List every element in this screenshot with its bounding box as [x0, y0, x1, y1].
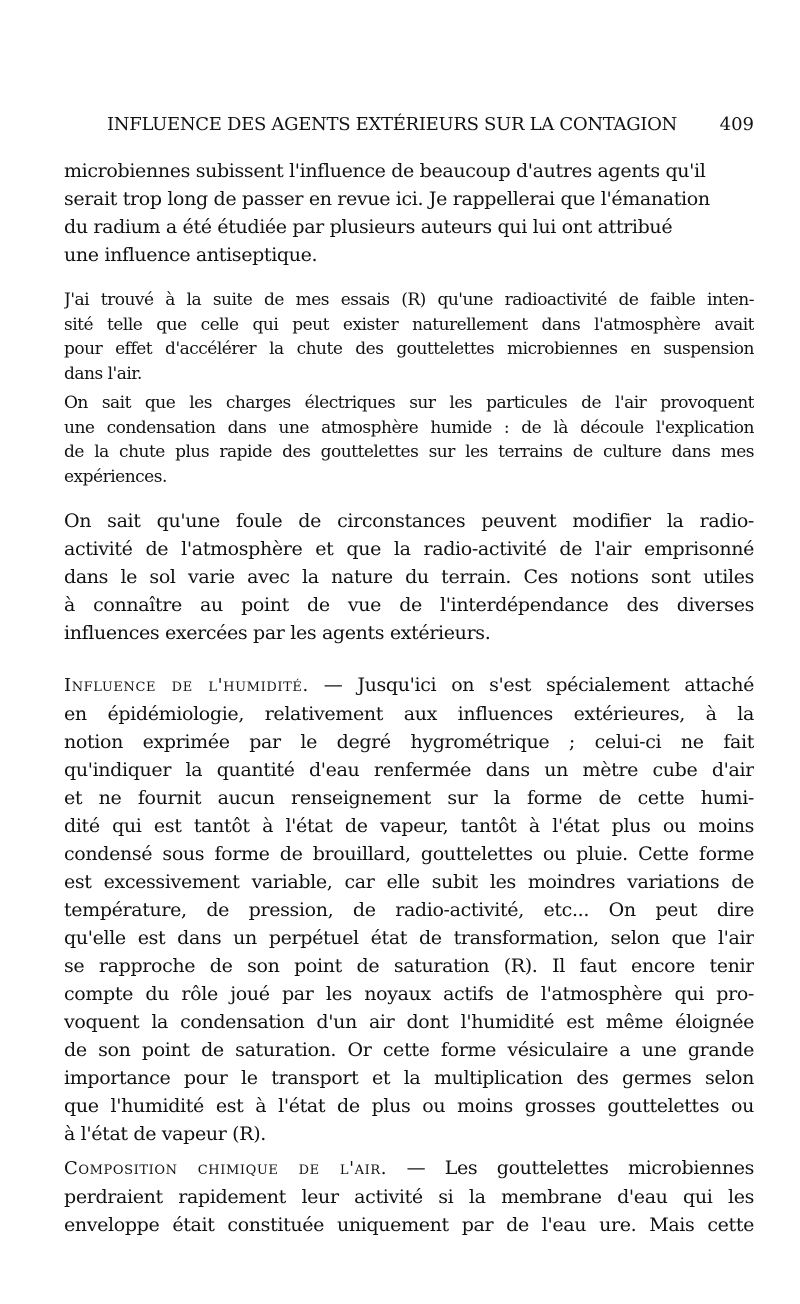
paragraph-3 [64, 391, 754, 489]
page-number: 409 [719, 114, 754, 135]
text-line: enveloppe était constituée uniquement par de l'eau ure. Mais cette [64, 1214, 754, 1236]
text-line: sité telle que celle qui peut exister naturellement dans l'atmosphère avait [64, 314, 754, 335]
running-title: INFLUENCE DES AGENTS EXTÉRIEURS SUR LA CONTAGION [107, 114, 677, 135]
section-heading: Composition chimique de l'air. [64, 1158, 388, 1179]
text-line: à connaître au point de vue de l'interdépendance des diverses [64, 594, 754, 616]
section-humidity [64, 671, 754, 1148]
text-line: se rapproche de son point de saturation (R). Il faut encore tenir [64, 955, 754, 977]
text-line: qu'elle est dans un perpétuel état de transformation, selon que l'air [64, 927, 754, 949]
text-line: notion exprimée par le degré hygrométrique ; celui-ci ne fait [64, 731, 754, 753]
text-line: en épidémiologie, relativement aux influences extérieures, à la [64, 703, 754, 725]
text-line [64, 1154, 754, 1183]
text-line: qu'indiquer la quantité d'eau renfermée dans un mètre cube d'air [64, 759, 754, 781]
text-line: pour effet d'accélérer la chute des gouttelettes microbiennes en suspension [64, 339, 754, 359]
text-line: une influence antiseptique. [64, 244, 318, 266]
section-air-composition [64, 1154, 754, 1239]
text-line: condensé sous forme de brouillard, gouttelettes ou pluie. Cette forme [64, 843, 754, 865]
text-line: à l'état de vapeur (R). [64, 1123, 266, 1145]
text-line: dans le sol varie avec la nature du terrain. Ces notions sont utiles [64, 566, 754, 588]
text-span: — Jusqu'ici on s'est spécialement attaché [308, 674, 754, 696]
text-line: perdraient rapidement leur activité si la membrane d'eau qui les [64, 1186, 754, 1208]
text-line: dité qui est tantôt à l'état de vapeur, tantôt à l'état plus ou moins [64, 815, 754, 837]
text-line: influences exercées par les agents extérieurs. [64, 622, 491, 644]
text-line: serait trop long de passer en revue ici. Je rappellerai que l'émanation [64, 188, 710, 210]
paragraph-2 [64, 288, 754, 386]
paragraph-1 [64, 157, 754, 269]
text-line [64, 671, 754, 700]
section-heading: Influence de l'humidité. [64, 675, 309, 696]
running-header [107, 114, 754, 140]
text-line: que l'humidité est à l'état de plus ou moins grosses gouttelettes ou [64, 1095, 754, 1117]
text-line: importance pour le transport et la multiplication des germes selon [64, 1067, 754, 1089]
text-line: dans l'air. [64, 363, 142, 384]
text-line: une condensation dans une atmosphère humide : de là découle l'explication [64, 417, 754, 438]
text-line: du radium a été étudiée par plusieurs auteurs qui lui ont attribué [64, 216, 673, 238]
text-line: est excessivement variable, car elle subit les moindres variations de [64, 871, 754, 893]
text-line: et ne fournit aucun renseignement sur la forme de cette humi- [64, 787, 754, 809]
text-line: compte du rôle joué par les noyaux actifs de l'atmosphère qui pro- [64, 983, 754, 1005]
text-line: de son point de saturation. Or cette forme vésiculaire a une grande [64, 1039, 754, 1061]
paragraph-4 [64, 507, 754, 647]
text-span: — Les gouttelettes microbiennes [387, 1157, 754, 1179]
text-line: On sait qu'une foule de circonstances peuvent modifier la radio- [64, 510, 754, 532]
text-line: On sait que les charges électriques sur les particules de l'air provoquent [64, 393, 754, 413]
text-line: de la chute plus rapide des gouttelettes sur les terrains de culture dans mes [64, 442, 754, 462]
text-line: expériences. [64, 466, 167, 487]
text-line: J'ai trouvé à la suite de mes essais (R) qu'une radioactivité de faible inten- [64, 290, 754, 310]
text-line: microbiennes subissent l'influence de beaucoup d'autres agents qu'il [64, 160, 706, 182]
text-line: température, de pression, de radio-activité, etc... On peut dire [64, 899, 754, 921]
text-line: voquent la condensation d'un air dont l'humidité est même éloignée [64, 1011, 754, 1033]
text-line: activité de l'atmosphère et que la radio-activité de l'air emprisonné [64, 538, 754, 560]
